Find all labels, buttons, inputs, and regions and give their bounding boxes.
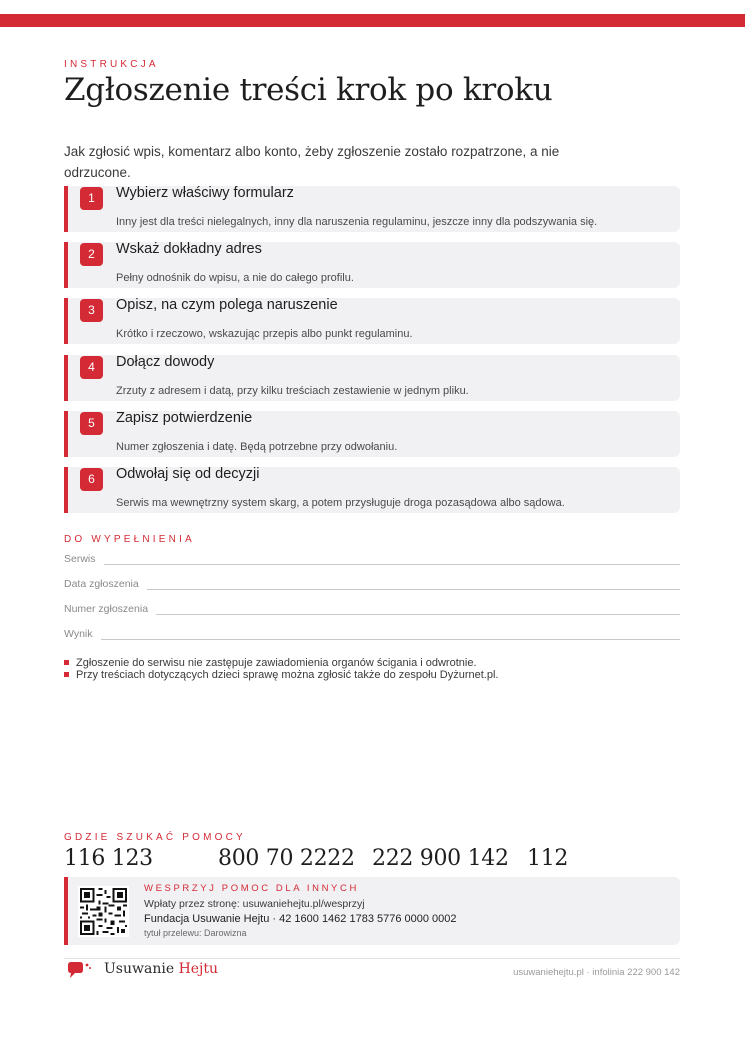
- qr-code-icon[interactable]: [78, 886, 129, 937]
- step-number-badge: 3: [80, 299, 103, 322]
- note-item: Zgłoszenie do serwisu nie zastępuje zawiadomienia organów ścigania i odwrotnie.: [64, 657, 498, 669]
- bank-account-text: Fundacja Usuwanie Hejtu · 42 1600 1462 1783 5776 0000 0002: [144, 913, 457, 925]
- field-label: Numer zgłoszenia: [64, 603, 156, 615]
- lead-paragraph: Jak zgłosić wpis, komentarz albo konto, żeby zgłoszenie zostało rozpatrzone, a nie odrzucone.: [64, 144, 560, 180]
- helpline-number: 800 70 2222: [218, 846, 355, 871]
- field-label: Serwis: [64, 553, 104, 565]
- top-accent-bar: [0, 14, 745, 27]
- helpline: [64, 846, 153, 871]
- step-item: [64, 411, 680, 457]
- helpline-numbers: [64, 846, 680, 876]
- field-label: Wynik: [64, 628, 101, 640]
- fill-line: [64, 589, 680, 590]
- note-item: Przy treściach dotyczących dzieci sprawę można zgłosić także do zespołu Dyżurnet.pl.: [64, 669, 498, 681]
- step-number-badge: 5: [80, 412, 103, 435]
- step-description: Pełny odnośnik do wpisu, a nie do całego profilu.: [116, 272, 354, 284]
- step-description: Zrzuty z adresem i datą, przy kilku treściach zestawienie w jednym pliku.: [116, 385, 469, 397]
- brand-name-accent: Hejtu: [178, 961, 219, 977]
- step-description: Serwis ma wewnętrzny system skarg, a potem przysługuje droga pozasądowa albo sądowa.: [116, 497, 565, 509]
- section-kicker-help: GDZIE SZUKAĆ POMOCY: [64, 832, 246, 843]
- speech-bubble-icon: [66, 961, 92, 981]
- helpline-number: 222 900 142: [372, 846, 509, 871]
- step-item: [64, 242, 680, 288]
- step-description: Inny jest dla treści nielegalnych, inny dla naruszenia regulaminu, jeszcze inny dla podszywania się.: [116, 216, 598, 228]
- step-number-badge: 4: [80, 356, 103, 379]
- fill-line: [64, 614, 680, 615]
- notes-list: [64, 657, 498, 681]
- brand-name-main: Usuwanie: [104, 961, 175, 977]
- form-field-number[interactable]: [64, 603, 680, 617]
- step-title: Zapisz potwierdzenie: [116, 410, 253, 426]
- step-title: Odwołaj się od decyzji: [116, 466, 260, 482]
- helpline: [372, 846, 509, 871]
- step-number-badge: 1: [80, 187, 103, 210]
- step-title: Opisz, na czym polega naruszenie: [116, 297, 338, 313]
- section-kicker-form: DO WYPEŁNIENIA: [64, 534, 195, 545]
- section-kicker-instruction: INSTRUKCJA: [64, 59, 159, 70]
- helpline: [218, 846, 355, 871]
- support-box: [64, 877, 680, 945]
- step-item: [64, 298, 680, 344]
- step-title: Dołącz dowody: [116, 354, 215, 370]
- form-field-date[interactable]: [64, 578, 680, 592]
- step-description: Krótko i rzeczowo, wskazując przepis albo punkt regulaminu.: [116, 328, 413, 340]
- step-description: Numer zgłoszenia i datę. Będą potrzebne przy odwołaniu.: [116, 441, 398, 453]
- step-item: [64, 186, 680, 232]
- fill-line: [64, 564, 680, 565]
- step-number-badge: 6: [80, 468, 103, 491]
- helpline: [527, 846, 568, 871]
- helpline-number: 116 123: [64, 846, 153, 871]
- form-field-service[interactable]: [64, 553, 680, 567]
- support-kicker: WESPRZYJ POMOC DLA INNYCH: [144, 883, 359, 894]
- step-title: Wskaż dokładny adres: [116, 241, 262, 257]
- step-item: [64, 467, 680, 513]
- field-label: Data zgłoszenia: [64, 578, 147, 590]
- step-number-badge: 2: [80, 243, 103, 266]
- page-title: Zgłoszenie treści krok po kroku: [64, 72, 553, 108]
- donation-link-text: Wpłaty przez stronę: usuwaniehejtu.pl/wesprzyj: [144, 898, 365, 910]
- step-item: [64, 355, 680, 401]
- transfer-title-text: tytuł przelewu: Darowizna: [144, 928, 247, 938]
- helpline-number: 112: [527, 846, 569, 871]
- fill-line: [64, 639, 680, 640]
- footer-divider: [64, 958, 680, 959]
- step-title: Wybierz właściwy formularz: [116, 185, 294, 201]
- form-field-result[interactable]: [64, 628, 680, 642]
- footer-contact: usuwaniehejtu.pl · infolinia 222 900 142: [513, 967, 680, 978]
- brand-name: [104, 961, 218, 977]
